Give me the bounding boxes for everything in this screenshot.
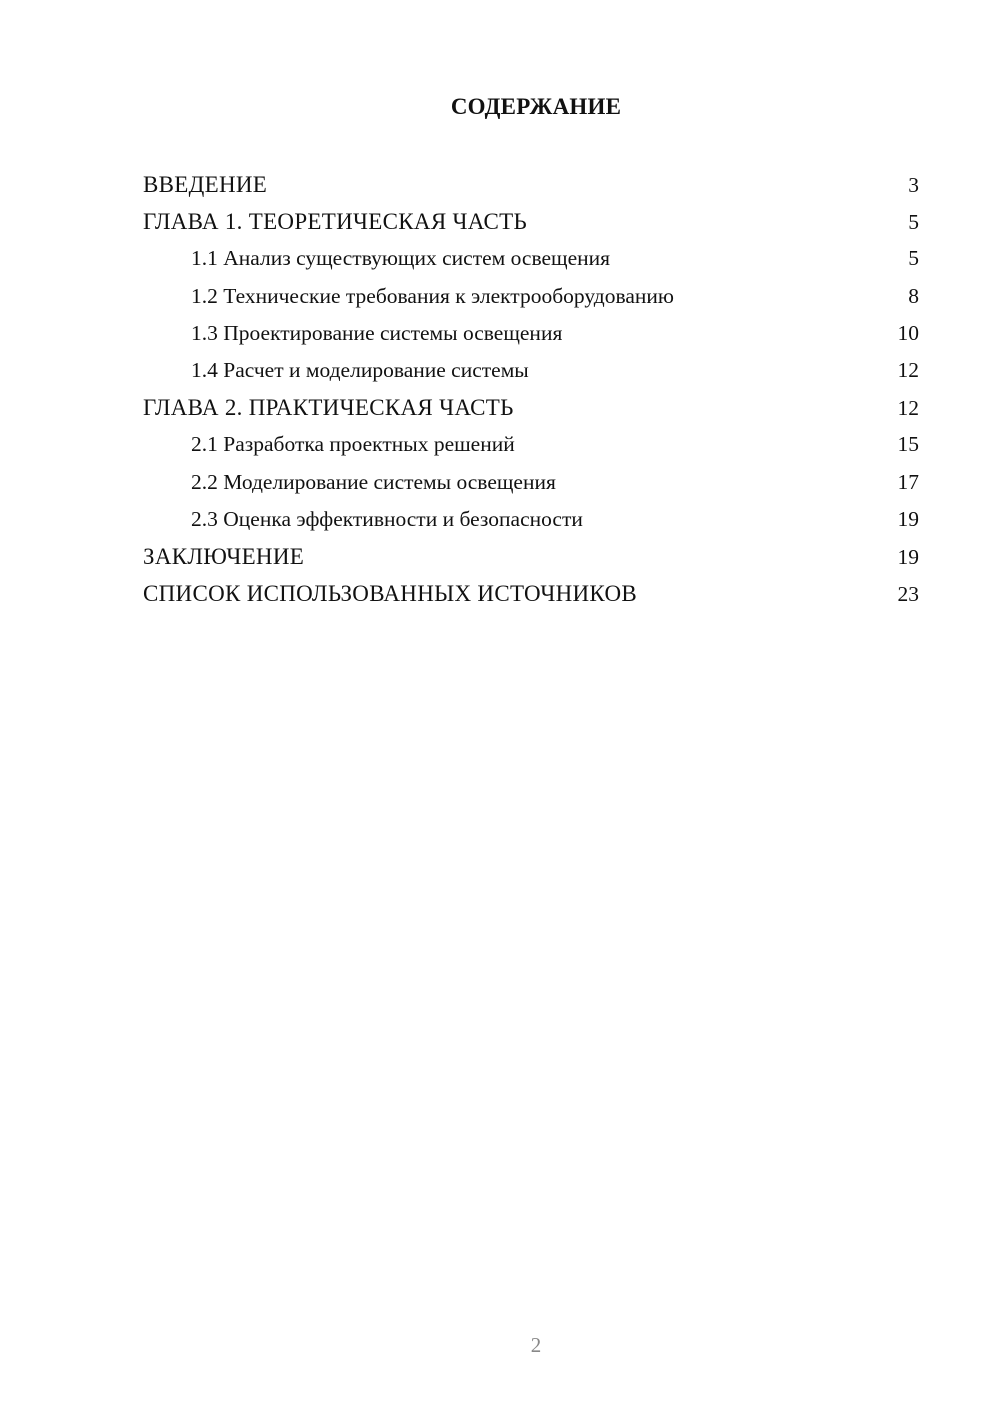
toc-entry-label: 1.1 Анализ существующих систем освещения	[191, 246, 611, 271]
toc-entry-label: 1.3 Проектирование системы освещения	[191, 320, 563, 345]
toc-entry-page: 17	[897, 469, 919, 494]
toc-entry-label: ГЛАВА 2. ПРАКТИЧЕСКАЯ ЧАСТЬ	[143, 395, 514, 421]
toc-entry-page: 3	[908, 173, 919, 197]
toc-entry-chapter-1[interactable]	[143, 203, 919, 240]
toc-entry-page: 8	[908, 283, 919, 308]
toc-entry-page: 12	[897, 396, 919, 421]
table-of-contents	[143, 166, 919, 612]
page-title: СОДЕРЖАНИЕ	[450, 94, 622, 119]
toc-entry-conclusion[interactable]	[143, 538, 919, 575]
toc-entry-references[interactable]	[143, 575, 919, 612]
toc-entry-section-2-2[interactable]	[143, 464, 919, 501]
toc-entry-label: 2.3 Оценка эффективности и безопасности	[191, 506, 583, 531]
toc-entry-label: ВВЕДЕНИЕ	[143, 172, 268, 197]
page-number: 2	[530, 1333, 542, 1357]
toc-entry-section-1-4[interactable]	[143, 352, 919, 389]
toc-entry-page: 15	[897, 432, 919, 457]
toc-entry-page: 12	[897, 357, 919, 382]
toc-entry-label: 2.1 Разработка проектных решений	[191, 432, 515, 457]
toc-entry-label: 2.2 Моделирование системы освещения	[191, 469, 556, 494]
toc-entry-section-1-3[interactable]	[143, 315, 919, 352]
toc-entry-page: 10	[897, 320, 919, 345]
toc-entry-label: ГЛАВА 1. ТЕОРЕТИЧЕСКАЯ ЧАСТЬ	[143, 209, 528, 235]
toc-entry-page: 19	[897, 544, 919, 569]
toc-entry-section-2-1[interactable]	[143, 426, 919, 463]
toc-entry-section-2-3[interactable]	[143, 501, 919, 538]
toc-entry-page: 23	[897, 582, 919, 607]
toc-entry-label: 1.4 Расчет и моделирование системы	[191, 357, 529, 382]
toc-entry-chapter-2[interactable]	[143, 389, 919, 426]
toc-entry-label: 1.2 Технические требования к электрооборудованию	[191, 283, 674, 308]
toc-entry-page: 5	[908, 210, 919, 235]
toc-entry-introduction[interactable]	[143, 166, 919, 203]
toc-entry-page: 19	[897, 506, 919, 531]
toc-entry-label: СПИСОК ИСПОЛЬЗОВАННЫХ ИСТОЧНИКОВ	[143, 581, 638, 607]
toc-entry-label: ЗАКЛЮЧЕНИЕ	[143, 543, 305, 569]
toc-entry-section-1-2[interactable]	[143, 278, 919, 315]
toc-entry-page: 5	[908, 246, 919, 271]
toc-entry-section-1-1[interactable]	[143, 240, 919, 277]
